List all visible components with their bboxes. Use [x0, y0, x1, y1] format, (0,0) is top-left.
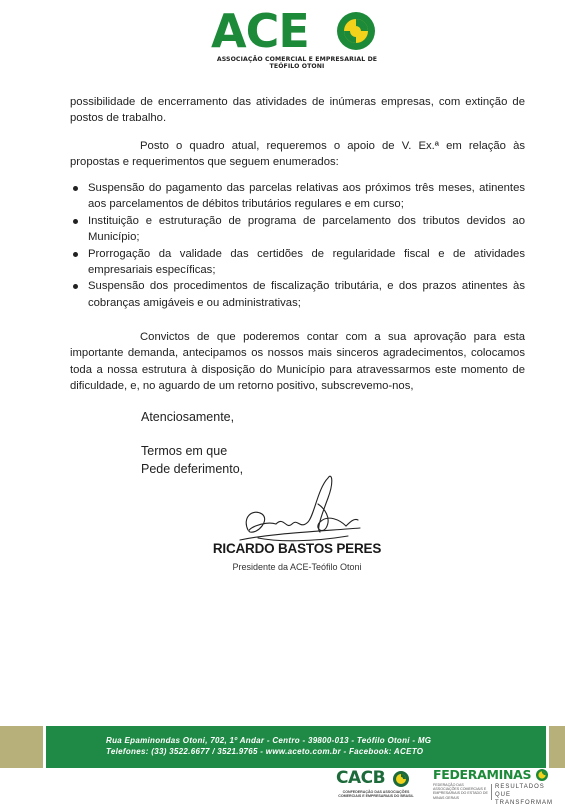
footer-address — [106, 735, 431, 757]
federaminas-subtitle: FEDERAÇÃO DAS ASSOCIAÇÕES COMERCIAIS E EMPRESARIAIS DO ESTADO DE MINAS GERAIS — [433, 783, 488, 800]
footer-olive-stripe — [549, 726, 565, 768]
federaminas-logo — [433, 767, 558, 805]
cacb-logo-icon — [392, 770, 410, 788]
list-item — [70, 213, 525, 246]
footer-address-line: Rua Epaminondas Otoni, 702, 1º Andar - Centro - 39800-013 - Teófilo Otoni - MG — [106, 736, 432, 745]
ace-logo-icon — [335, 10, 377, 52]
federaminas-divider — [491, 784, 492, 800]
list-item — [70, 246, 525, 279]
footer-band — [0, 726, 565, 768]
cacb-logo-text: CACB — [336, 768, 386, 788]
cacb-logo — [336, 768, 416, 804]
closing-line-1: Termos em que — [141, 444, 228, 458]
bullet-icon — [73, 186, 78, 191]
closing-line-2: Pede deferimento, — [141, 462, 244, 476]
federaminas-logo-icon — [535, 768, 549, 782]
list-item-text: Suspensão dos procedimentos de fiscalização tributária, e dos prazos atinentes às cobranças amigáveis e ou administrativas; — [88, 280, 525, 309]
paragraph-closing — [70, 329, 525, 395]
list-item — [70, 180, 525, 213]
paragraph-closing-text: Convictos de que poderemos contar com a sua aprovação para esta importante demanda, antecipamos os nossos mais sinceros agradecimentos, colocamos toda a nossa estrutura à disposição do Município para atravessarmos este momento de dificuldade, e, no aguardo de um retorno positivo, subscrevemo-nos, — [70, 331, 525, 393]
list-item-text: Instituição e estruturação de programa de parcelamento dos tributos devidos ao Município; — [88, 214, 525, 244]
footer-contact-line: Telefones: (33) 3522.6677 / 3521.9765 - www.aceto.com.br - Facebook: ACETO — [106, 747, 424, 756]
federaminas-logo-text: FEDERAMINAS — [433, 767, 532, 782]
request-list — [70, 180, 525, 311]
handwritten-signature — [228, 468, 368, 550]
cacb-subtitle: CONFEDERAÇÃO DAS ASSOCIAÇÕES COMERCIAIS E EMPRESARIAIS DO BRASIL — [338, 790, 414, 799]
signatory-role: Presidente da ACE-Teófilo Otoni — [232, 562, 362, 572]
salutation: Atenciosamente, — [141, 410, 235, 424]
paragraph-intro: possibilidade de encerramento das atividades de inúmeras empresas, com extinção de postos de trabalho. — [70, 96, 525, 125]
footer-olive-block — [0, 726, 43, 768]
bullet-icon — [73, 252, 78, 257]
list-item-text: Suspensão do pagamento das parcelas relativas aos próximos três meses, atinentes aos parcelamentos de débitos tributários regulares e em curso; — [88, 182, 525, 211]
paragraph-request-text: Posto o quadro atual, requeremos o apoio de V. Ex.ª em relação às propostas e requerimentos que seguem enumerados: — [70, 140, 525, 169]
ace-logo-subtitle: ASSOCIAÇÃO COMERCIAL E EMPRESARIAL DE TEÓFILO OTONI — [216, 56, 378, 70]
paragraph-request — [70, 138, 525, 171]
bullet-icon — [73, 284, 78, 289]
ace-logo-text: ACE — [211, 4, 309, 58]
federaminas-slogan: RESULTADOS QUE TRANSFORMAM — [495, 784, 553, 805]
bullet-icon — [73, 219, 78, 224]
letterhead — [0, 0, 565, 78]
list-item-text: Prorrogação da validade das certidões de regularidade fiscal e de atividades empresariais específicas; — [88, 247, 525, 277]
list-item — [70, 278, 525, 311]
signatory-name: RICARDO BASTOS PERES — [212, 541, 382, 556]
